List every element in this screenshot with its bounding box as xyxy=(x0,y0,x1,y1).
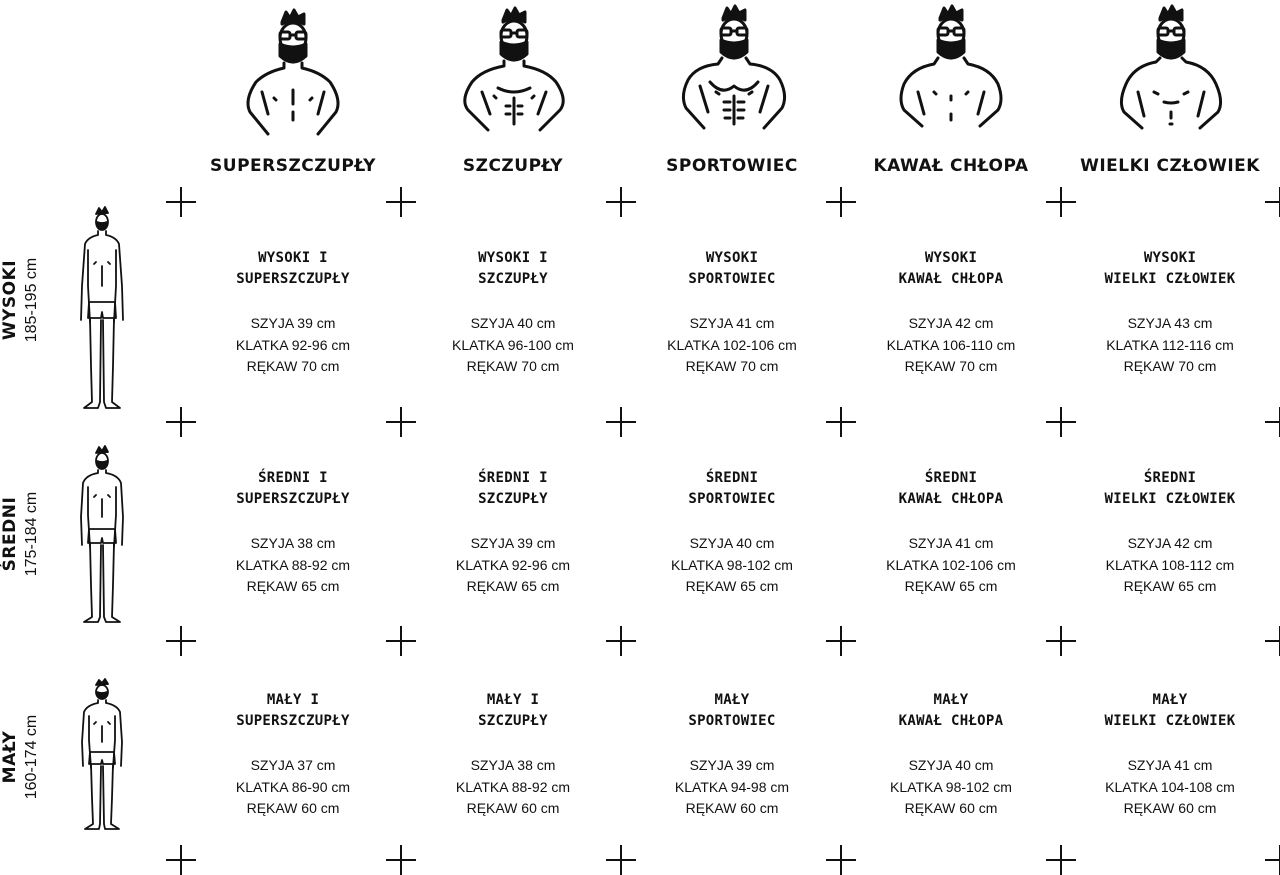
size-name-line2: WIELKI CZŁOWIEK xyxy=(1104,713,1236,729)
size-cell-sredni-superszczuply xyxy=(183,468,403,598)
size-cell-maly-wielki-czlowiek xyxy=(1060,690,1280,820)
size-name-line2: WIELKI CZŁOWIEK xyxy=(1104,271,1236,287)
size-name-line1: WYSOKI xyxy=(924,250,978,266)
size-name-line1: MAŁY I xyxy=(486,692,540,708)
chest-measurement: KLATKA 102-106 cm xyxy=(886,556,1016,573)
chest-measurement: KLATKA 88-92 cm xyxy=(235,556,351,573)
size-name-line2: SZCZUPŁY xyxy=(478,271,548,287)
sleeve-measurement: RĘKAW 60 cm xyxy=(904,800,998,816)
chest-measurement: KLATKA 86-90 cm xyxy=(235,778,351,795)
neck-measurement: SZYJA 42 cm xyxy=(908,315,994,331)
size-name-line2: KAWAŁ CHŁOPA xyxy=(898,271,1004,287)
chest-measurement: KLATKA 112-116 cm xyxy=(1106,336,1234,353)
chest-measurement: KLATKA 98-102 cm xyxy=(671,556,793,573)
grid-cross-mark xyxy=(606,626,636,656)
size-name-line2: WIELKI CZŁOWIEK xyxy=(1104,491,1236,507)
column-label-wielki-czlowiek: WIELKI CZŁOWIEK xyxy=(1080,156,1260,176)
grid-cross-mark xyxy=(1046,407,1076,437)
grid-cross-mark xyxy=(826,626,856,656)
grid-cross-mark xyxy=(1265,845,1280,875)
size-name-line1: ŚREDNI xyxy=(705,470,759,486)
size-cell-sredni-sportowiec xyxy=(622,468,842,598)
grid-cross-mark xyxy=(606,407,636,437)
sleeve-measurement: RĘKAW 60 cm xyxy=(685,800,779,816)
size-name-line1: ŚREDNI I xyxy=(258,470,328,486)
neck-measurement: SZYJA 41 cm xyxy=(689,315,775,331)
size-name-line1: WYSOKI I xyxy=(478,250,548,266)
column-label-kawal-chlopa: KAWAŁ CHŁOPA xyxy=(873,156,1029,176)
size-name-line2: SUPERSZCZUPŁY xyxy=(236,271,350,287)
grid-cross-mark xyxy=(386,187,416,217)
grid-cross-mark xyxy=(826,845,856,875)
column-label-sportowiec: SPORTOWIEC xyxy=(666,156,798,176)
torso-szczuply-illustration xyxy=(458,6,570,136)
grid-cross-mark xyxy=(166,407,196,437)
row-height-range: 160-174 cm xyxy=(23,714,40,800)
grid-cross-mark xyxy=(1265,187,1280,217)
sleeve-measurement: RĘKAW 65 cm xyxy=(1123,578,1217,594)
grid-cross-mark xyxy=(166,626,196,656)
row-label-maly xyxy=(0,657,47,857)
torso-sportowiec-illustration xyxy=(678,4,790,134)
chest-measurement: KLATKA 96-100 cm xyxy=(452,336,574,353)
size-name-line1: WYSOKI I xyxy=(258,250,328,266)
sleeve-measurement: RĘKAW 70 cm xyxy=(685,358,779,374)
row-title: MAŁY xyxy=(0,730,20,784)
sleeve-measurement: RĘKAW 60 cm xyxy=(246,800,340,816)
sleeve-measurement: RĘKAW 70 cm xyxy=(904,358,998,374)
size-name-line2: SUPERSZCZUPŁY xyxy=(236,491,350,507)
size-cell-wysoki-sportowiec xyxy=(622,248,842,378)
neck-measurement: SZYJA 41 cm xyxy=(1127,757,1213,773)
grid-cross-mark xyxy=(1046,187,1076,217)
grid-cross-mark xyxy=(1046,845,1076,875)
torso-superszczuply-illustration xyxy=(238,8,348,138)
size-name-line1: MAŁY xyxy=(714,692,750,708)
full-body-figure-short-illustration xyxy=(78,678,126,834)
sleeve-measurement: RĘKAW 65 cm xyxy=(904,578,998,594)
grid-cross-mark xyxy=(1046,626,1076,656)
sleeve-measurement: RĘKAW 70 cm xyxy=(246,358,340,374)
size-name-line1: ŚREDNI I xyxy=(478,470,548,486)
size-cell-wysoki-szczuply xyxy=(403,248,623,378)
size-cell-maly-superszczuply xyxy=(183,690,403,820)
size-cell-maly-szczuply xyxy=(403,690,623,820)
grid-cross-mark xyxy=(826,407,856,437)
grid-cross-mark xyxy=(826,187,856,217)
torso-kawal-chlopa-illustration xyxy=(894,4,1008,134)
row-title: WYSOKI xyxy=(0,259,20,341)
neck-measurement: SZYJA 41 cm xyxy=(908,535,994,551)
grid-cross-mark xyxy=(386,626,416,656)
size-name-line1: WYSOKI xyxy=(705,250,759,266)
neck-measurement: SZYJA 39 cm xyxy=(689,757,775,773)
grid-cross-mark xyxy=(166,845,196,875)
full-body-figure-tall-illustration xyxy=(76,206,128,414)
size-cell-sredni-szczuply xyxy=(403,468,623,598)
row-height-range: 175-184 cm xyxy=(23,491,40,577)
size-name-line1: ŚREDNI xyxy=(924,470,978,486)
full-body-figure-medium-illustration xyxy=(76,445,128,627)
grid-cross-mark xyxy=(386,845,416,875)
size-name-line2: SUPERSZCZUPŁY xyxy=(236,713,350,729)
size-name-line1: MAŁY xyxy=(933,692,969,708)
sleeve-measurement: RĘKAW 60 cm xyxy=(466,800,560,816)
chest-measurement: KLATKA 92-96 cm xyxy=(455,556,571,573)
sleeve-measurement: RĘKAW 65 cm xyxy=(466,578,560,594)
neck-measurement: SZYJA 37 cm xyxy=(250,757,336,773)
sleeve-measurement: RĘKAW 60 cm xyxy=(1123,800,1217,816)
chest-measurement: KLATKA 106-110 cm xyxy=(886,336,1016,353)
sleeve-measurement: RĘKAW 70 cm xyxy=(466,358,560,374)
row-height-range: 185-195 cm xyxy=(23,257,40,343)
size-cell-sredni-kawal-chlopa xyxy=(841,468,1061,598)
size-name-line2: SZCZUPŁY xyxy=(478,713,548,729)
grid-cross-mark xyxy=(386,407,416,437)
neck-measurement: SZYJA 39 cm xyxy=(250,315,336,331)
torso-wielki-czlowiek-illustration xyxy=(1114,4,1228,134)
size-name-line2: KAWAŁ CHŁOPA xyxy=(898,713,1004,729)
sleeve-measurement: RĘKAW 70 cm xyxy=(1123,358,1217,374)
chest-measurement: KLATKA 102-106 cm xyxy=(667,336,797,353)
size-cell-wysoki-superszczuply xyxy=(183,248,403,378)
neck-measurement: SZYJA 38 cm xyxy=(470,757,556,773)
chest-measurement: KLATKA 108-112 cm xyxy=(1105,556,1235,573)
chest-measurement: KLATKA 92-96 cm xyxy=(235,336,351,353)
size-cell-sredni-wielki-czlowiek xyxy=(1060,468,1280,598)
chest-measurement: KLATKA 98-102 cm xyxy=(890,778,1012,795)
grid-cross-mark xyxy=(166,187,196,217)
column-label-superszczuply: SUPERSZCZUPŁY xyxy=(210,156,376,176)
sleeve-measurement: RĘKAW 65 cm xyxy=(685,578,779,594)
size-cell-maly-kawal-chlopa xyxy=(841,690,1061,820)
size-name-line2: SZCZUPŁY xyxy=(478,491,548,507)
neck-measurement: SZYJA 42 cm xyxy=(1127,535,1213,551)
chest-measurement: KLATKA 88-92 cm xyxy=(455,778,571,795)
neck-measurement: SZYJA 43 cm xyxy=(1127,315,1213,331)
neck-measurement: SZYJA 40 cm xyxy=(470,315,556,331)
grid-cross-mark xyxy=(1265,407,1280,437)
row-label-wysoki xyxy=(0,200,47,400)
row-title: ŚREDNI xyxy=(0,496,20,572)
chest-measurement: KLATKA 104-108 cm xyxy=(1105,778,1235,795)
neck-measurement: SZYJA 38 cm xyxy=(250,535,336,551)
grid-cross-mark xyxy=(1265,626,1280,656)
sleeve-measurement: RĘKAW 65 cm xyxy=(246,578,340,594)
size-name-line2: SPORTOWIEC xyxy=(688,713,776,729)
neck-measurement: SZYJA 40 cm xyxy=(689,535,775,551)
row-label-sredni xyxy=(0,434,47,634)
size-name-line2: SPORTOWIEC xyxy=(688,491,776,507)
neck-measurement: SZYJA 39 cm xyxy=(470,535,556,551)
size-name-line2: SPORTOWIEC xyxy=(688,271,776,287)
chest-measurement: KLATKA 94-98 cm xyxy=(674,778,790,795)
size-cell-wysoki-wielki-czlowiek xyxy=(1060,248,1280,378)
grid-cross-mark xyxy=(606,187,636,217)
size-cell-maly-sportowiec xyxy=(622,690,842,820)
column-label-szczuply: SZCZUPŁY xyxy=(462,156,564,176)
size-name-line1: WYSOKI xyxy=(1143,250,1197,266)
neck-measurement: SZYJA 40 cm xyxy=(908,757,994,773)
grid-cross-mark xyxy=(606,845,636,875)
size-name-line1: ŚREDNI xyxy=(1143,470,1197,486)
size-name-line1: MAŁY xyxy=(1152,692,1188,708)
size-cell-wysoki-kawal-chlopa xyxy=(841,248,1061,378)
size-name-line2: KAWAŁ CHŁOPA xyxy=(898,491,1004,507)
size-name-line1: MAŁY I xyxy=(266,692,320,708)
